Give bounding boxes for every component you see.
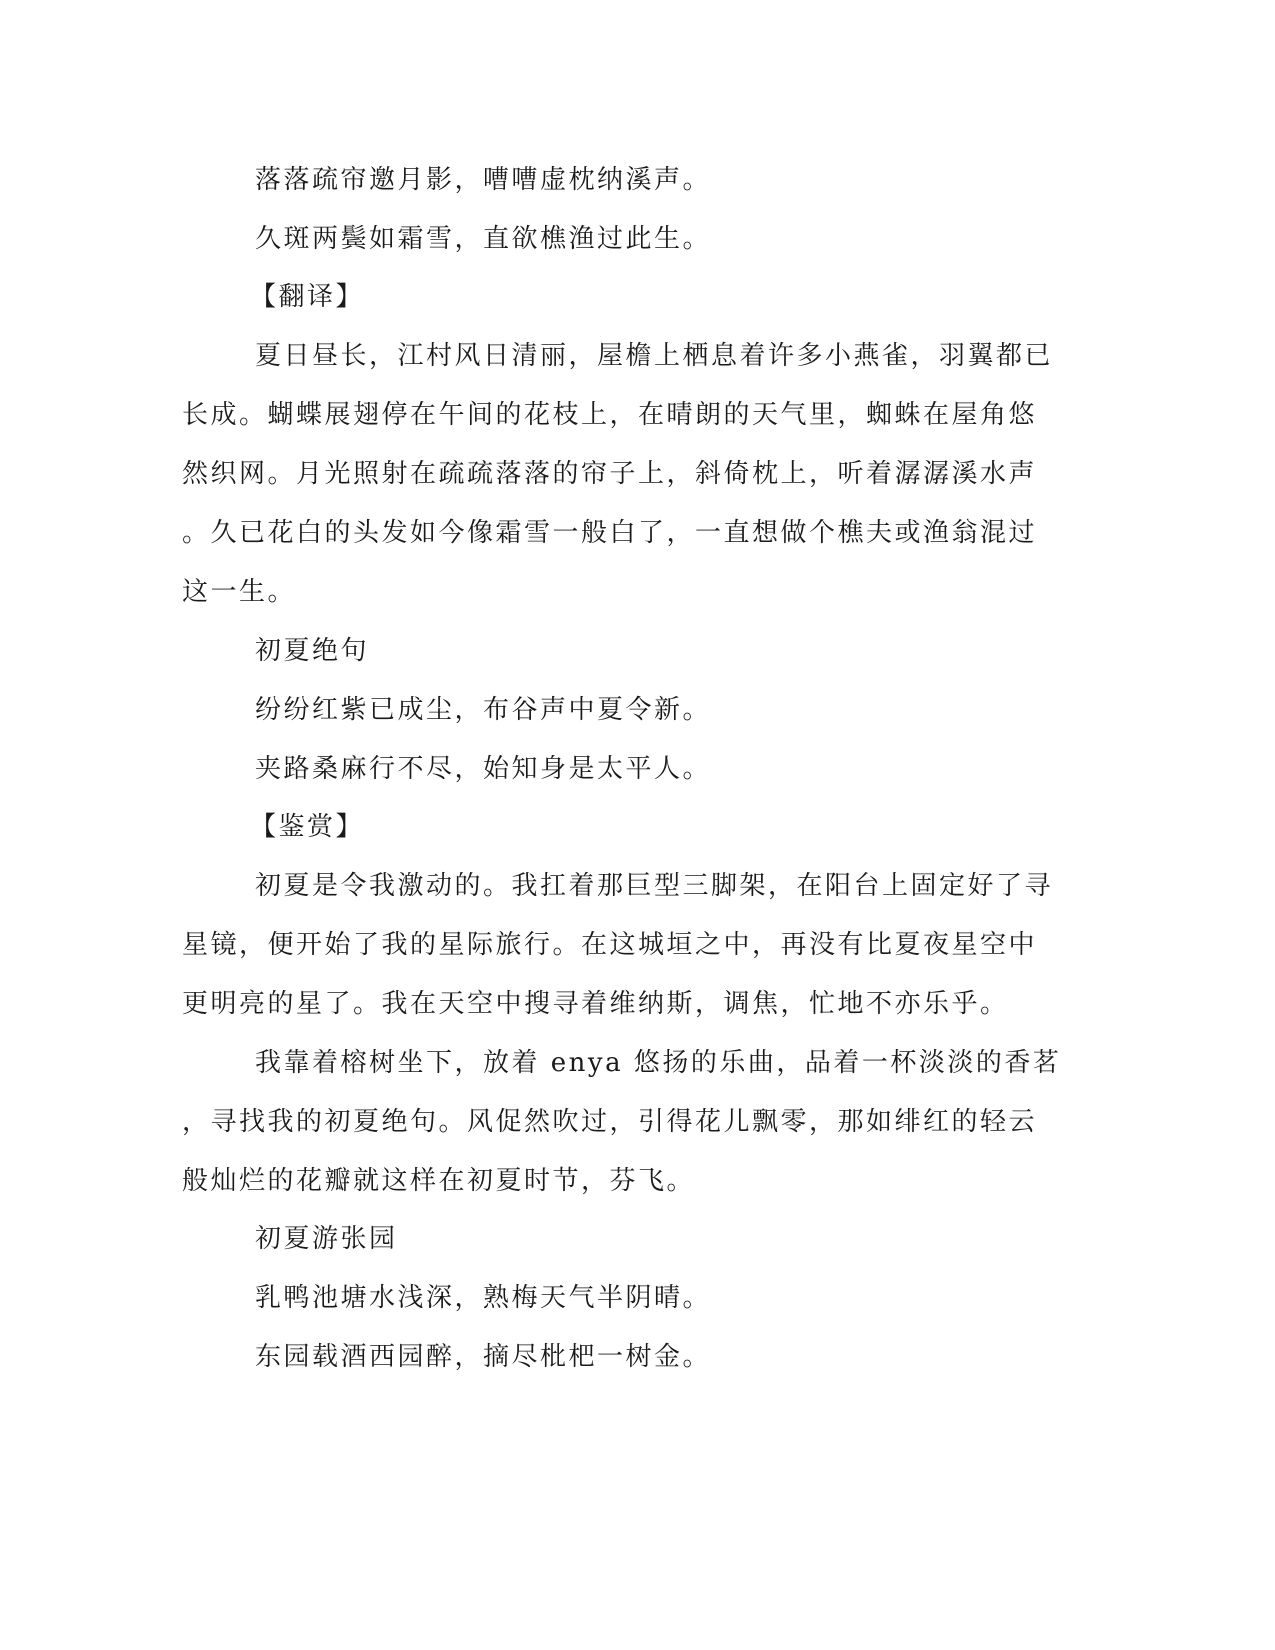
- poem-line-2: 久斑两鬓如霜雪，直欲樵渔过此生。: [255, 224, 712, 254]
- translation-paragraph-line-2: 长成。蝴蝶展翅停在午间的花枝上，在晴朗的天气里，蜘蛛在屋角悠: [182, 400, 1038, 430]
- translation-paragraph-line-5: 这一生。: [182, 577, 297, 607]
- poem-line-3: 纷纷红紫已成尘，布谷声中夏令新。: [255, 695, 712, 725]
- appreciation-paragraph-1-line-1: 初夏是令我激动的。我扛着那巨型三脚架，在阳台上固定好了寻: [255, 871, 1054, 901]
- appreciation-paragraph-1-line-2: 星镜，便开始了我的星际旅行。在这城垣之中，再没有比夏夜星空中: [182, 930, 1038, 960]
- section-heading-appreciation: 【鉴赏】: [250, 812, 365, 842]
- translation-paragraph-line-3: 然织网。月光照射在疏疏落落的帘子上，斜倚枕上，听着潺潺溪水声: [182, 459, 1038, 489]
- poem-line-6: 东园载酒西园醉，摘尽枇杷一树金。: [255, 1342, 712, 1372]
- appreciation-paragraph-2-line-3: 般灿烂的花瓣就这样在初夏时节，芬飞。: [182, 1166, 696, 1196]
- poem-line-1: 落落疏帘邀月影，嘈嘈虚枕纳溪声。: [255, 165, 712, 195]
- poem-title-chuxia-jueju: 初夏绝句: [255, 636, 370, 666]
- appreciation-paragraph-1-line-3: 更明亮的星了。我在天空中搜寻着维纳斯，调焦，忙地不亦乐乎。: [182, 989, 1009, 1019]
- poem-title-chuxia-you-zhangyuan: 初夏游张园: [255, 1224, 398, 1254]
- translation-paragraph-line-4: 。久已花白的头发如今像霜雪一般白了，一直想做个樵夫或渔翁混过: [182, 518, 1038, 548]
- appreciation-paragraph-2-line-2: ，寻找我的初夏绝句。风促然吹过，引得花儿飘零，那如绯红的轻云: [182, 1107, 1038, 1137]
- translation-paragraph-line-1: 夏日昼长，江村风日清丽，屋檐上栖息着许多小燕雀，羽翼都已: [255, 341, 1054, 371]
- section-heading-translation: 【翻译】: [250, 282, 365, 312]
- poem-line-4: 夹路桑麻行不尽，始知身是太平人。: [255, 754, 712, 784]
- appreciation-paragraph-2-line-1: 我靠着榕树坐下，放着 enya 悠扬的乐曲，品着一杯淡淡的香茗: [255, 1048, 1062, 1078]
- poem-line-5: 乳鸭池塘水浅深，熟梅天气半阴晴。: [255, 1283, 712, 1313]
